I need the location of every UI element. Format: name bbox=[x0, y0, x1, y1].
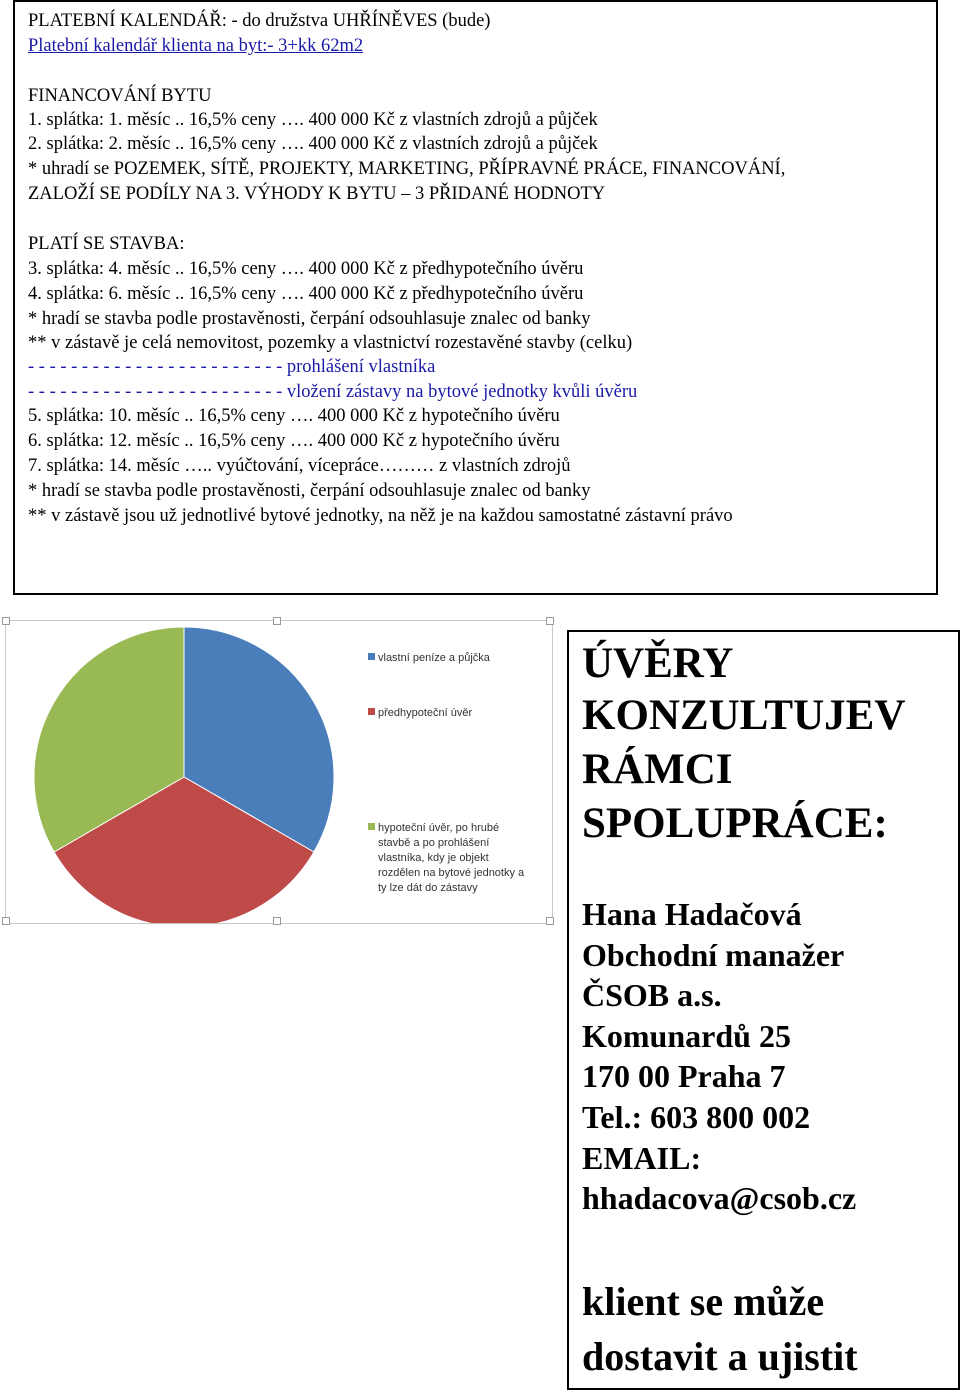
contact-name: Hana Hadačová bbox=[582, 896, 802, 932]
legend-label-3: vlastníka, kdy je objekt bbox=[378, 852, 489, 864]
financing-heading: FINANCOVÁNÍ BYTU bbox=[28, 86, 212, 106]
legend-label-3: ty lze dát do zástavy bbox=[378, 882, 478, 894]
construction-note-2: ** v zástavě je celá nemovitost, pozemky a vlastnictví rozestavěné stavby (celku) bbox=[28, 333, 633, 353]
calendar-subtitle-link[interactable]: Platební kalendář klienta na byt:- 3+kk 62m2 bbox=[28, 36, 364, 56]
construction-heading: PLATÍ SE STAVBA: bbox=[28, 234, 185, 254]
resize-handle-bottom-mid bbox=[273, 917, 281, 925]
legend-label-1: vlastní peníze a půjčka bbox=[378, 652, 490, 664]
pledge-registration-line: - - - - - - - - - - - - - - - - - - - - - - - - vložení zástavy na bytové jednotky kvůli úvěru bbox=[28, 382, 638, 402]
payment-line-7: 7. splátka: 14. měsíc ….. vyúčtování, vícepráce……… z vlastních zdrojů bbox=[28, 456, 571, 476]
legend-swatch-1 bbox=[368, 653, 375, 660]
pie-chart bbox=[6, 621, 552, 923]
legend-swatch-2 bbox=[368, 708, 375, 715]
resize-handle-top-mid bbox=[273, 617, 281, 625]
payment-line-6: 6. splátka: 12. měsíc .. 16,5% ceny …. 400 000 Kč z hypotečního úvěru bbox=[28, 431, 560, 451]
financing-note-2: ZALOŽÍ SE PODÍLY NA 3. VÝHODY K BYTU – 3 PŘIDANÉ HODNOTY bbox=[28, 184, 606, 204]
payment-line-3: 3. splátka: 4. měsíc .. 16,5% ceny …. 400 000 Kč z předhypotečního úvěru bbox=[28, 259, 584, 279]
resize-handle-top-right bbox=[546, 617, 554, 625]
final-note-1: * hradí se stavba podle prostavěnosti, čerpání odsouhlasuje znalec od banky bbox=[28, 481, 591, 501]
contact-street: Komunardů 25 bbox=[582, 1018, 791, 1054]
final-note-2: ** v zástavě jsou už jednotlivé bytové jednotky, na něž je na každou samostatné zástavní právo bbox=[28, 506, 733, 526]
legend-label-3: stavbě a po prohlášení bbox=[378, 837, 490, 849]
financing-note-1: * uhradí se POZEMEK, SÍTĚ, PROJEKTY, MARKETING, PŘÍPRAVNÉ PRÁCE, FINANCOVÁNÍ, bbox=[28, 159, 786, 179]
promo-heading-3: RÁMCI bbox=[582, 746, 733, 793]
promo-tail-2: dostavit a ujistit bbox=[582, 1334, 858, 1379]
payment-line-2: 2. splátka: 2. měsíc .. 16,5% ceny …. 400 000 Kč z vlastních zdrojů a půjček bbox=[28, 134, 598, 154]
resize-handle-bottom-right bbox=[546, 917, 554, 925]
contact-city: 170 00 Praha 7 bbox=[582, 1058, 786, 1094]
payment-line-1: 1. splátka: 1. měsíc .. 16,5% ceny …. 400 000 Kč z vlastních zdrojů a půjček bbox=[28, 110, 598, 130]
contact-email-label: EMAIL: bbox=[582, 1140, 702, 1176]
promo-heading-2: KONZULTUJEV bbox=[582, 692, 906, 739]
legend-swatch-3 bbox=[368, 823, 375, 830]
legend-label-2: předhypoteční úvěr bbox=[378, 707, 473, 719]
contact-email[interactable]: hhadacova@csob.cz bbox=[582, 1180, 857, 1216]
legend-label-3: hypoteční úvěr, po hrubé bbox=[378, 822, 500, 834]
contact-phone: Tel.: 603 800 002 bbox=[582, 1099, 811, 1135]
legend-label-3: rozdělen na bytové jednotky a bbox=[378, 867, 525, 879]
contact-company: ČSOB a.s. bbox=[582, 977, 722, 1013]
pie-chart-frame bbox=[5, 620, 553, 924]
payment-line-5: 5. splátka: 10. měsíc .. 16,5% ceny …. 400 000 Kč z hypotečního úvěru bbox=[28, 406, 560, 426]
promo-heading-4: SPOLUPRÁCE: bbox=[582, 800, 888, 847]
calendar-title: PLATEBNÍ KALENDÁŘ: - do družstva UHŘÍNĚVES (bude) bbox=[28, 11, 491, 31]
promo-heading-1: ÚVĚRY bbox=[582, 640, 734, 687]
construction-note-1: * hradí se stavba podle prostavěnosti, čerpání odsouhlasuje znalec od banky bbox=[28, 309, 591, 329]
payment-line-4: 4. splátka: 6. měsíc .. 16,5% ceny …. 400 000 Kč z předhypotečního úvěru bbox=[28, 284, 584, 304]
resize-handle-top-left bbox=[2, 617, 10, 625]
resize-handle-bottom-left bbox=[2, 917, 10, 925]
owner-declaration-line: - - - - - - - - - - - - - - - - - - - - - - - - prohlášení vlastníka bbox=[28, 357, 436, 377]
promo-tail-1: klient se může bbox=[582, 1279, 825, 1324]
contact-role: Obchodní manažer bbox=[582, 937, 845, 973]
